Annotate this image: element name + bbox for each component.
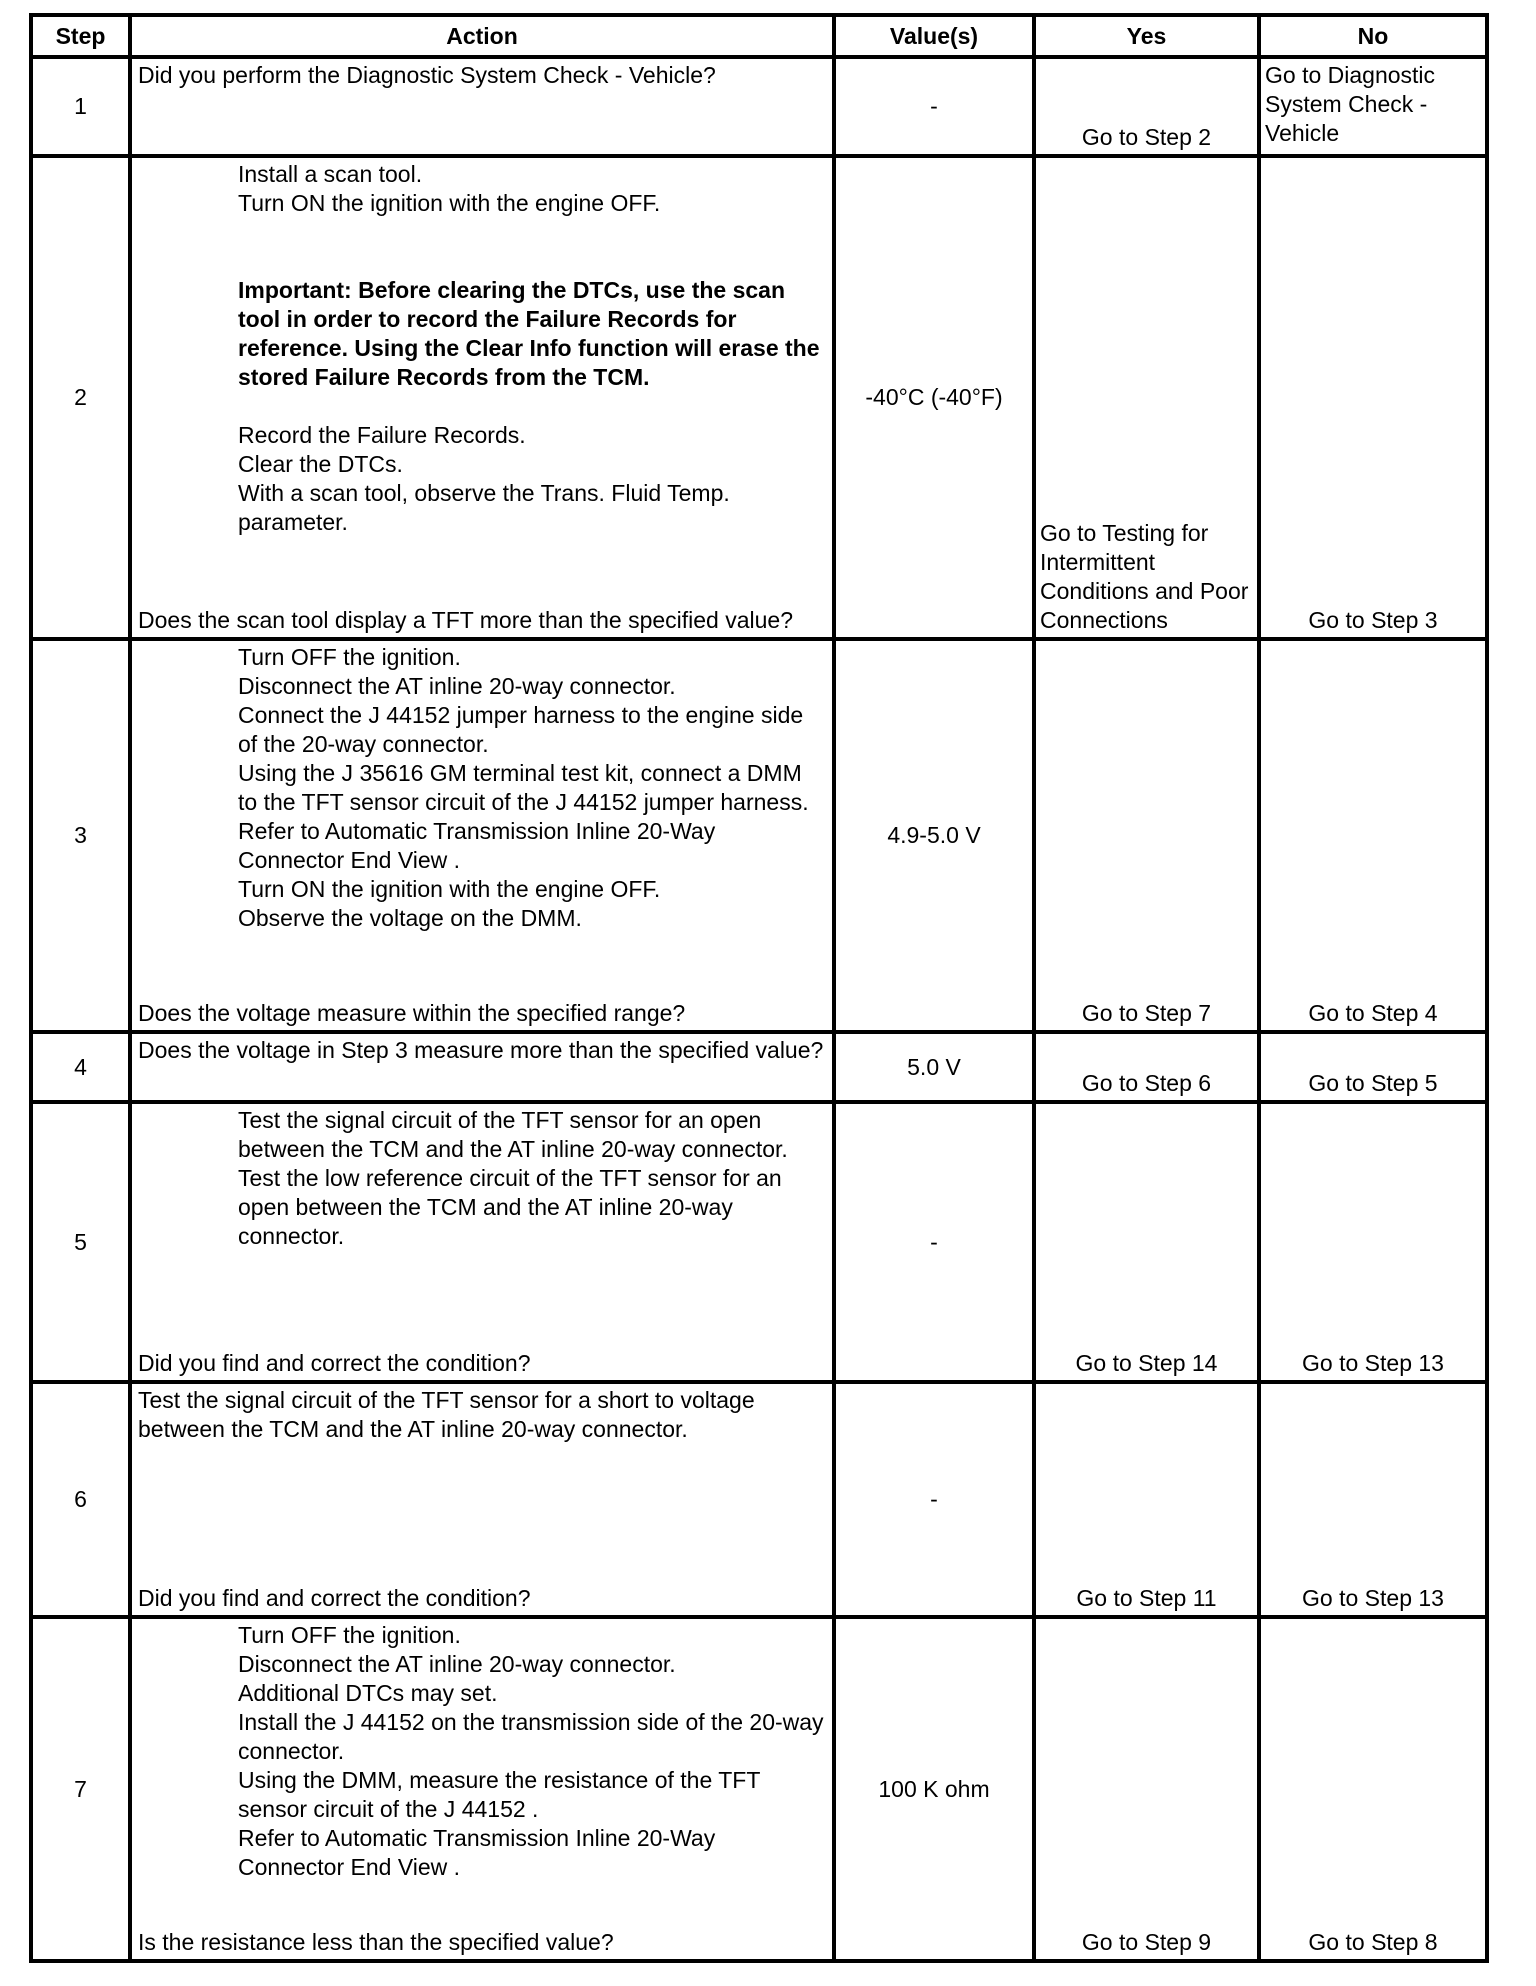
table-row: [31, 1032, 1487, 1102]
no-link[interactable]: Go to Diagnostic System Check - Vehicle: [1265, 62, 1436, 146]
yes-link[interactable]: Go to Step 6: [1081, 1070, 1212, 1096]
yes-cell: [1034, 156, 1259, 639]
step-number: 3: [31, 639, 130, 1032]
action-question: Did you find and correct the condition?: [138, 1585, 531, 1611]
header-no: No: [1259, 15, 1487, 57]
value-cell: -40°C (-40°F): [834, 156, 1034, 639]
important-note: Important: Before clearing the DTCs, use the scan tool in order to record the Failure Records for reference. Using the Clear Info function will erase the stored Failure Records from the TCM.: [238, 277, 820, 390]
action-cell: [130, 1382, 834, 1617]
step-number: 7: [31, 1617, 130, 1961]
action-item: Refer to Automatic Transmission Inline 20-Way Connector End View .: [238, 1825, 716, 1880]
action-item: Turn ON the ignition with the engine OFF.: [238, 190, 661, 216]
action-question: Does the scan tool display a TFT more than the specified value?: [138, 607, 794, 633]
action-question: Does the voltage in Step 3 measure more than the specified value?: [138, 1037, 824, 1063]
table-row: [31, 1102, 1487, 1382]
value-cell: -: [834, 57, 1034, 156]
table-row: [31, 639, 1487, 1032]
yes-cell: [1034, 57, 1259, 156]
action-item: Turn OFF the ignition.: [238, 1622, 461, 1648]
action-item: Disconnect the AT inline 20-way connector.: [238, 1651, 676, 1677]
no-link[interactable]: Go to Step 3: [1308, 607, 1438, 633]
no-cell: [1259, 156, 1487, 639]
action-item: Additional DTCs may set.: [238, 1680, 498, 1706]
header-action: Action: [130, 15, 834, 57]
table-row: [31, 1617, 1487, 1961]
yes-cell: [1034, 639, 1259, 1032]
action-question: Does the voltage measure within the specified range?: [138, 1000, 686, 1026]
action-cell: [130, 1617, 834, 1961]
action-item: Observe the voltage on the DMM.: [238, 905, 582, 931]
action-steps: [132, 158, 832, 537]
action-item: Using the DMM, measure the resistance of the TFT sensor circuit of the J 44152 .: [238, 1767, 760, 1822]
value-cell: -: [834, 1102, 1034, 1382]
table-row: [31, 57, 1487, 156]
step-number: 6: [31, 1382, 130, 1617]
no-cell: [1259, 1617, 1487, 1961]
action-item: Turn OFF the ignition.: [238, 644, 461, 670]
table-row: [31, 1382, 1487, 1617]
yes-link[interactable]: Go to Step 2: [1081, 124, 1212, 150]
action-cell: [130, 1102, 834, 1382]
yes-cell: [1034, 1617, 1259, 1961]
header-values: Value(s): [834, 15, 1034, 57]
step-number: 5: [31, 1102, 130, 1382]
action-item: Clear the DTCs.: [238, 451, 403, 477]
table-row: [31, 156, 1487, 639]
action-cell: [130, 156, 834, 639]
yes-link[interactable]: Go to Step 7: [1081, 1000, 1212, 1026]
action-steps: [132, 641, 832, 933]
action-item: Using the J 35616 GM terminal test kit, connect a DMM to the TFT sensor circuit of the J 44152 jumper harness.: [238, 760, 809, 815]
action-description: Test the signal circuit of the TFT sensor for a short to voltage between the TCM and the AT inline 20-way connector.: [138, 1387, 755, 1442]
action-item: Record the Failure Records.: [238, 422, 526, 448]
yes-link[interactable]: Go to Step 9: [1081, 1929, 1212, 1955]
header-step: Step: [31, 15, 130, 57]
no-cell: [1259, 57, 1487, 156]
value-cell: 5.0 V: [834, 1032, 1034, 1102]
action-item: Test the low reference circuit of the TFT sensor for an open between the TCM and the AT inline 20-way connector.: [238, 1165, 782, 1249]
value-cell: 100 K ohm: [834, 1617, 1034, 1961]
yes-link[interactable]: Go to Testing for Intermittent Conditions and Poor Connections: [1040, 520, 1249, 633]
step-number: 4: [31, 1032, 130, 1102]
action-item: Install a scan tool.: [238, 161, 423, 187]
no-cell: [1259, 1102, 1487, 1382]
no-cell: [1259, 639, 1487, 1032]
step-number: 2: [31, 156, 130, 639]
yes-link[interactable]: Go to Step 14: [1075, 1350, 1218, 1376]
action-cell: [130, 639, 834, 1032]
diagnostic-table: [29, 13, 1489, 1963]
header-row: [31, 15, 1487, 57]
action-item: Disconnect the AT inline 20-way connector.: [238, 673, 676, 699]
action-steps: [132, 1104, 832, 1251]
action-steps: [132, 1619, 832, 1882]
no-link[interactable]: Go to Step 13: [1302, 1350, 1444, 1376]
no-link[interactable]: Go to Step 8: [1308, 1929, 1438, 1955]
yes-link[interactable]: Go to Step 11: [1076, 1585, 1217, 1611]
no-cell: [1259, 1382, 1487, 1617]
yes-cell: [1034, 1382, 1259, 1617]
no-cell: [1259, 1032, 1487, 1102]
action-cell: [130, 57, 834, 156]
value-cell: -: [834, 1382, 1034, 1617]
step-number: 1: [31, 57, 130, 156]
yes-cell: [1034, 1102, 1259, 1382]
yes-cell: [1034, 1032, 1259, 1102]
action-question: Did you perform the Diagnostic System Check - Vehicle?: [138, 62, 716, 88]
action-cell: [130, 1032, 834, 1102]
action-question: Is the resistance less than the specified value?: [138, 1929, 614, 1955]
action-question: Did you find and correct the condition?: [138, 1350, 531, 1376]
no-link[interactable]: Go to Step 4: [1308, 1000, 1438, 1026]
action-item: Connect the J 44152 jumper harness to the engine side of the 20-way connector.: [238, 702, 804, 757]
action-item: Refer to Automatic Transmission Inline 20-Way Connector End View .: [238, 818, 716, 873]
value-cell: 4.9-5.0 V: [834, 639, 1034, 1032]
action-item: With a scan tool, observe the Trans. Fluid Temp. parameter.: [238, 480, 730, 535]
action-item: Turn ON the ignition with the engine OFF.: [238, 876, 661, 902]
no-link[interactable]: Go to Step 5: [1308, 1070, 1438, 1096]
header-yes: Yes: [1034, 15, 1259, 57]
action-item: Install the J 44152 on the transmission side of the 20-way connector.: [238, 1709, 824, 1764]
no-link[interactable]: Go to Step 13: [1302, 1585, 1444, 1611]
action-item: Test the signal circuit of the TFT sensor for an open between the TCM and the AT inline 20-way connector.: [238, 1107, 788, 1162]
